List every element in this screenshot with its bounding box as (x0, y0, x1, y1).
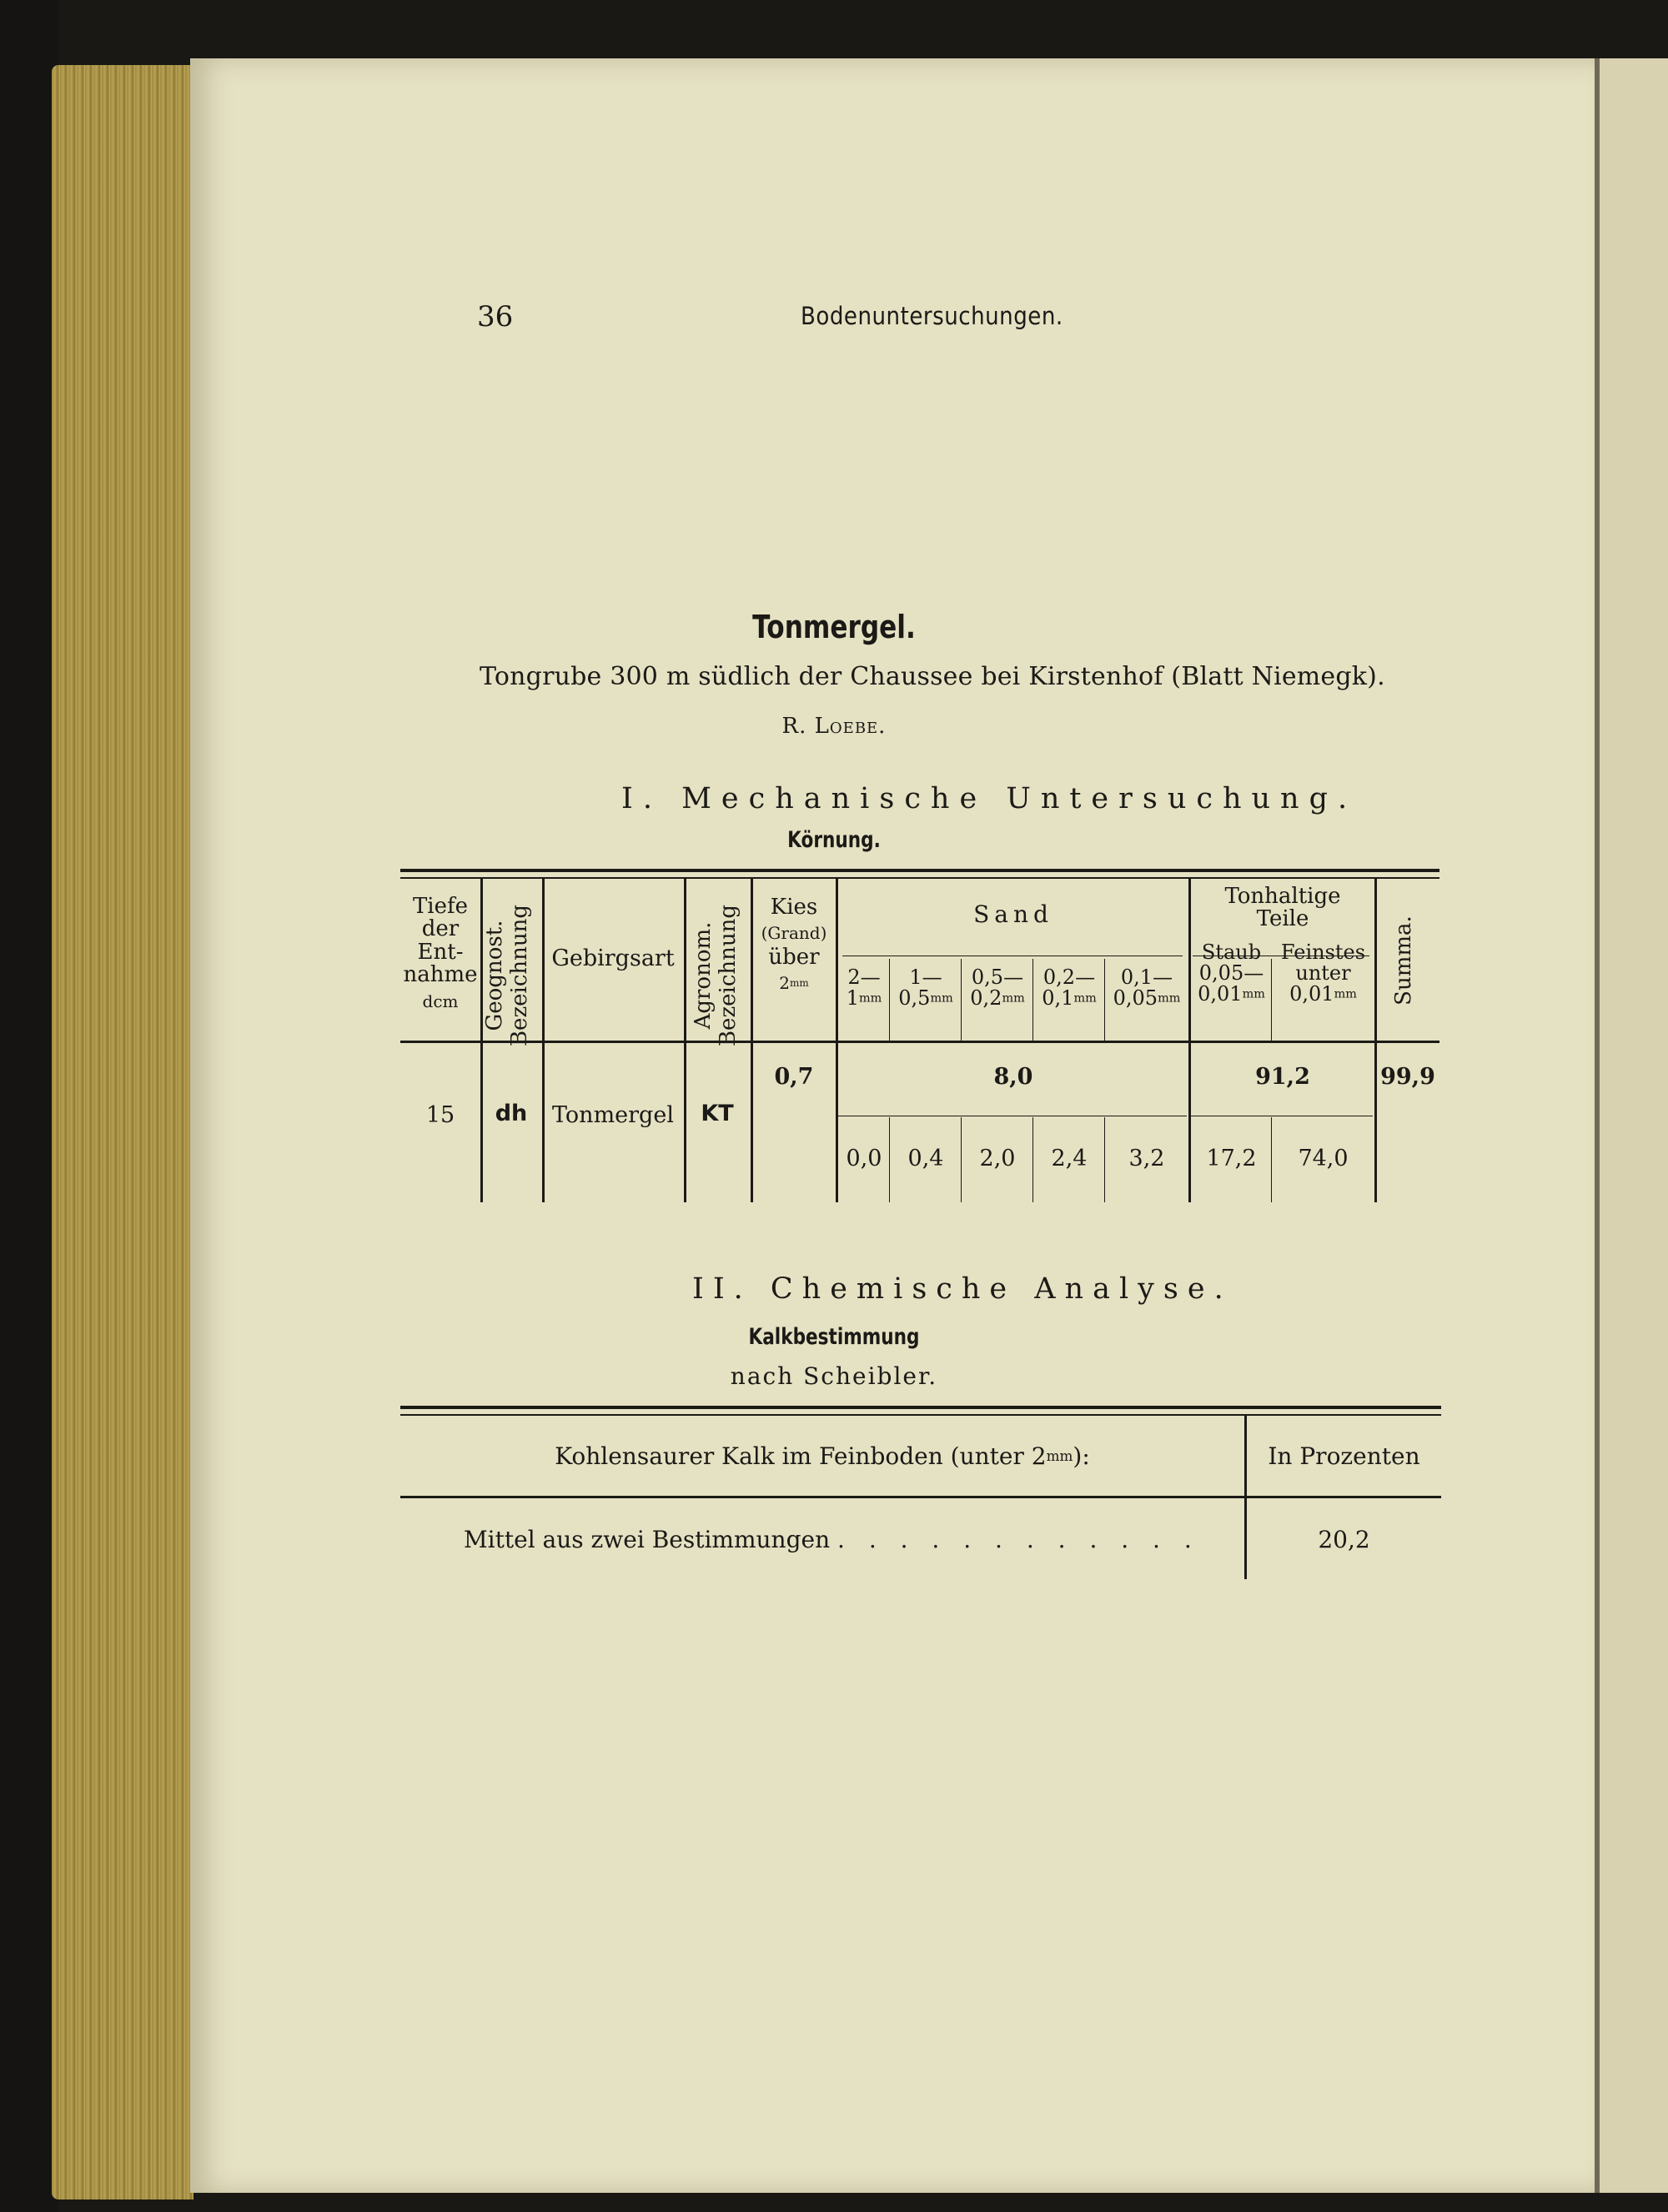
table2-row-label: Mittel aus zwei Bestimmungen . . . . . . . . . . . . (464, 1526, 1200, 1553)
cell-feinstes: 74,0 (1298, 1146, 1349, 1171)
cell-kies: 0,7 (774, 1064, 814, 1090)
section-heading-mechanical: I. Mechanische Untersuchung. (621, 782, 1358, 815)
header-kies: Kies (Grand) über $2^{mm}$ (761, 895, 827, 993)
running-title: Bodenuntersuchungen. (801, 302, 1063, 330)
cell-summa: 99,9 (1380, 1064, 1435, 1090)
header-sand-2-1: 2— $1^{mm}$ (846, 966, 882, 1011)
section-heading-chemical: II. Chemische Analyse. (692, 1272, 1233, 1306)
header-sand-05-02: 0,5— $0,2^{mm}$ (970, 966, 1025, 1011)
page-number: 36 (477, 300, 514, 334)
page-title: Tonmergel. (752, 609, 916, 645)
table2-row-value: 20,2 (1318, 1526, 1370, 1553)
lime-analysis-table (400, 1406, 1441, 1581)
table2-header-left: Kohlensaurer Kalk im Feinboden (unter $2^{mm}$): (555, 1442, 1090, 1470)
cell-gebirgsart: Tonmergel (552, 1102, 674, 1128)
subheading-koernung: Körnung. (787, 827, 881, 853)
method-note: nach Scheibler. (730, 1362, 938, 1390)
cell-staub: 17,2 (1206, 1146, 1257, 1171)
header-tonhaltige: Tonhaltige Teile (1224, 884, 1341, 932)
header-feinstes: Feinstes unter $0,01^{mm}$ (1280, 940, 1366, 1006)
header-sand-01-005: 0,1— $0,05^{mm}$ (1113, 966, 1181, 1011)
cell-sand-01-005: 3,2 (1128, 1146, 1165, 1171)
author: R. Loebe. (781, 714, 887, 739)
sample-location: Tongrube 300 m südlich der Chaussee bei Kirstenhof (Blatt Niemegk). (480, 662, 1385, 691)
header-sand: Sand (973, 900, 1053, 928)
book-spine (0, 0, 58, 2212)
cell-ton-total: 91,2 (1255, 1064, 1310, 1090)
page-edges (52, 65, 193, 2199)
header-staub: Staub 0,05— $0,01^{mm}$ (1198, 940, 1265, 1006)
cell-sand-05-02: 2,0 (979, 1146, 1016, 1171)
next-page-edge (1595, 58, 1668, 2193)
cell-sand-2-1: 0,0 (846, 1146, 882, 1171)
header-sand-1-05: 1— $0,5^{mm}$ (898, 966, 953, 1011)
header-sand-02-01: 0,2— $0,1^{mm}$ (1042, 966, 1097, 1011)
cell-sand-total: 8,0 (993, 1064, 1033, 1090)
subheading-kalkbestimmung: Kalkbestimmung (748, 1324, 920, 1350)
table2-header-right: In Prozenten (1268, 1442, 1420, 1470)
cell-agronom: KT (701, 1101, 734, 1126)
header-gebirgsart: Gebirgsart (551, 945, 675, 971)
cell-sand-1-05: 0,4 (907, 1146, 944, 1171)
header-agronom: Agronom. Bezeichnung (691, 904, 741, 1047)
header-summa: Summa. (1391, 915, 1416, 1006)
cell-tiefe: 15 (425, 1102, 455, 1128)
cell-sand-02-01: 2,4 (1051, 1146, 1088, 1171)
header-tiefe: Tiefe der Ent- nahme dcm (403, 894, 478, 1012)
grain-size-table (400, 869, 1439, 1202)
header-geognost: Geognost. Bezeichnung (482, 904, 532, 1047)
cell-geognost: dh (495, 1101, 528, 1126)
